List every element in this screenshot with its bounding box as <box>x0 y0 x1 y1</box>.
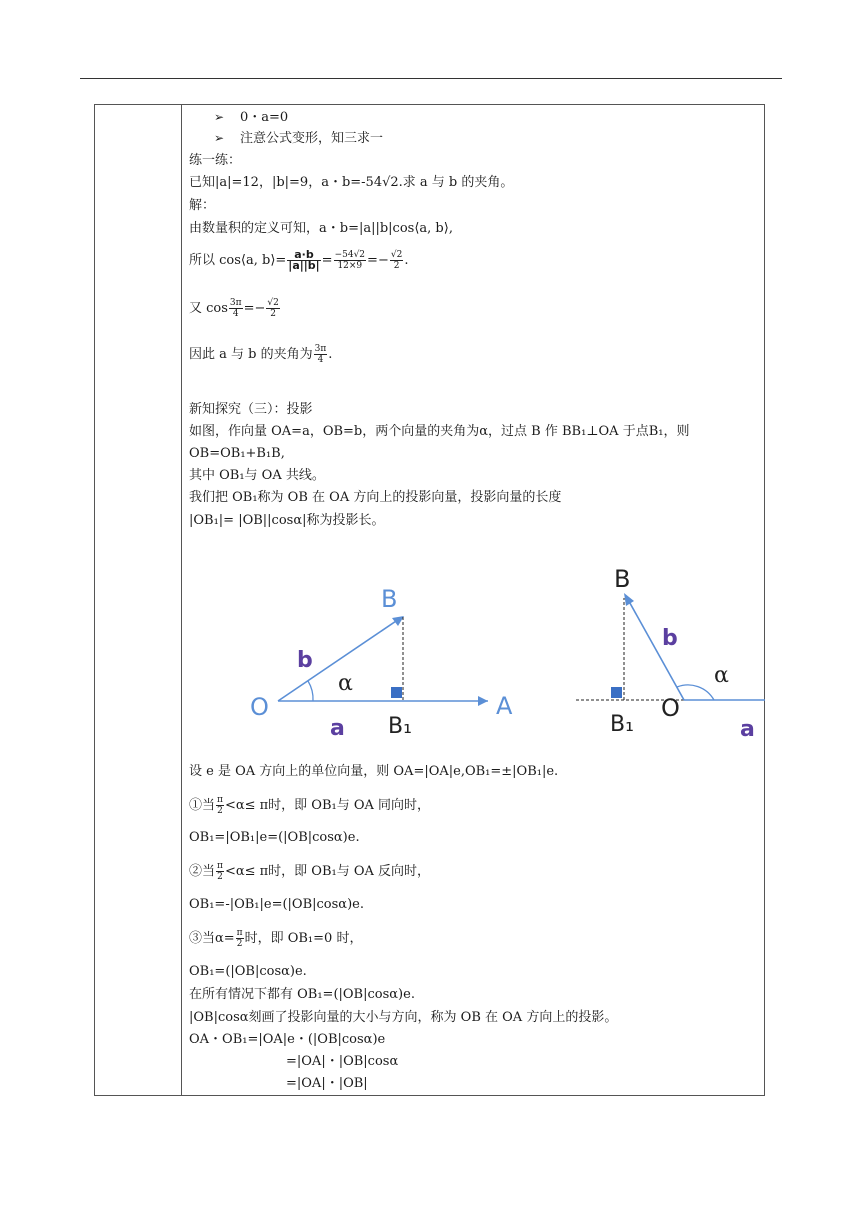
solution-label: 解： <box>189 198 216 213</box>
label-b-point: B <box>381 585 398 613</box>
case1-condition: ①当 $\frac{\pi}{2}$ <α≤ π时，即 OB₁与 OA 同向时， <box>189 795 431 816</box>
projection-line4: 我们把 OB₁称为 OB 在 OA 方向上的投影向量，投影向量的长度 <box>189 490 562 505</box>
practice-heading: 练一练： <box>189 153 242 168</box>
label-o: O <box>250 693 269 721</box>
projection-heading: 新知探究（三）：投影 <box>189 402 313 417</box>
label-vector-b: b <box>662 626 678 651</box>
case2-condition: ②当 $\frac{\pi}{2}$ <α≤ π时，即 OB₁与 OA 反向时， <box>189 861 431 882</box>
label-b-point: B <box>614 565 631 593</box>
projection-line5: |OB₁|= |OB||cosα|称为投影长。 <box>189 513 385 528</box>
table-column-divider <box>181 105 182 1095</box>
label-b1: B₁ <box>388 714 412 739</box>
right-angle-marker <box>611 687 622 698</box>
projection-line3: 其中 OB₁与 OA 共线。 <box>189 468 325 483</box>
angle-arc <box>308 681 313 701</box>
bullet-arrow-icon: ➢ <box>214 110 225 124</box>
practice-problem: 已知|a|=12，|b|=9，a・b=-54√2.求 a 与 b 的夹角。 <box>189 175 514 190</box>
bullet-formula-note: 注意公式变形，知三求一 <box>240 131 384 146</box>
label-vector-b: b <box>297 648 313 673</box>
case3-result: OB₁=(|OB|cosα)e. <box>189 964 307 979</box>
label-b1: B₁ <box>610 712 634 737</box>
right-angle-marker <box>391 687 402 698</box>
bullet-arrow-icon: ➢ <box>214 131 225 145</box>
projection-line2: OB=OB₁+B₁B, <box>189 446 285 461</box>
derivation-line2: =|OA|・|OB|cosα <box>286 1054 399 1069</box>
label-o: O <box>661 694 680 722</box>
unit-vector-intro: 设 e 是 OA 方向上的单位向量，则 OA=|OA|e,OB₁=±|OB₁|e. <box>189 764 559 779</box>
label-alpha: α <box>714 663 729 688</box>
solution-step1: 由数量积的定义可知，a・b=|a||b|cos⟨a, b⟩, <box>189 221 453 236</box>
solution-step2: 所以 cos⟨a, b⟩= $\frac{a\cdot b}{|a||b|}$ = $\frac{-54√2}{12\times 9}$ =− $\frac{√2}{2}$ . <box>189 248 409 272</box>
projection-line1: 如图，作向量 OA=a，OB=b，两个向量的夹角为α，过点 B 作 BB₁⊥OA 于点B₁，则 <box>189 424 690 439</box>
vector-ob-arrowhead <box>392 616 404 626</box>
derivation-line1: OA・OB₁=|OA|e・(|OB|cosα)e <box>189 1032 386 1047</box>
label-vector-a: a <box>740 717 755 742</box>
case2-result: OB₁=-|OB₁|e=(|OB|cosα)e. <box>189 897 364 912</box>
case3-condition: ③当α= $\frac{\pi}{2}$ 时，即 OB₁=0 时， <box>189 928 363 949</box>
vector-ob-arrowhead <box>624 593 634 606</box>
projection-figure-acute <box>240 575 530 750</box>
header-rule <box>80 78 782 79</box>
solution-step4: 因此 a 与 b 的夹角为 $\frac{3\pi}{4}$ . <box>189 344 333 365</box>
label-a-point: A <box>496 692 513 720</box>
bullet-zero-product: 0・a=0 <box>240 110 289 125</box>
summary-all-cases: 在所有情况下都有 OB₁=(|OB|cosα)e. <box>189 987 415 1002</box>
summary-projection-definition: |OB|cosα刻画了投影向量的大小与方向，称为 OB 在 OA 方向上的投影。 <box>189 1010 618 1025</box>
label-vector-a: a <box>330 716 345 741</box>
solution-step3: 又 cos $\frac{3\pi}{4}$ =− $\frac{√2}{2}$ <box>189 298 279 319</box>
vector-oa-arrowhead <box>478 696 488 706</box>
label-alpha: α <box>338 671 353 696</box>
case1-result: OB₁=|OB₁|e=(|OB|cosα)e. <box>189 830 360 845</box>
derivation-line3: =|OA|・|OB| <box>286 1076 368 1091</box>
projection-figure-obtuse <box>576 565 765 750</box>
